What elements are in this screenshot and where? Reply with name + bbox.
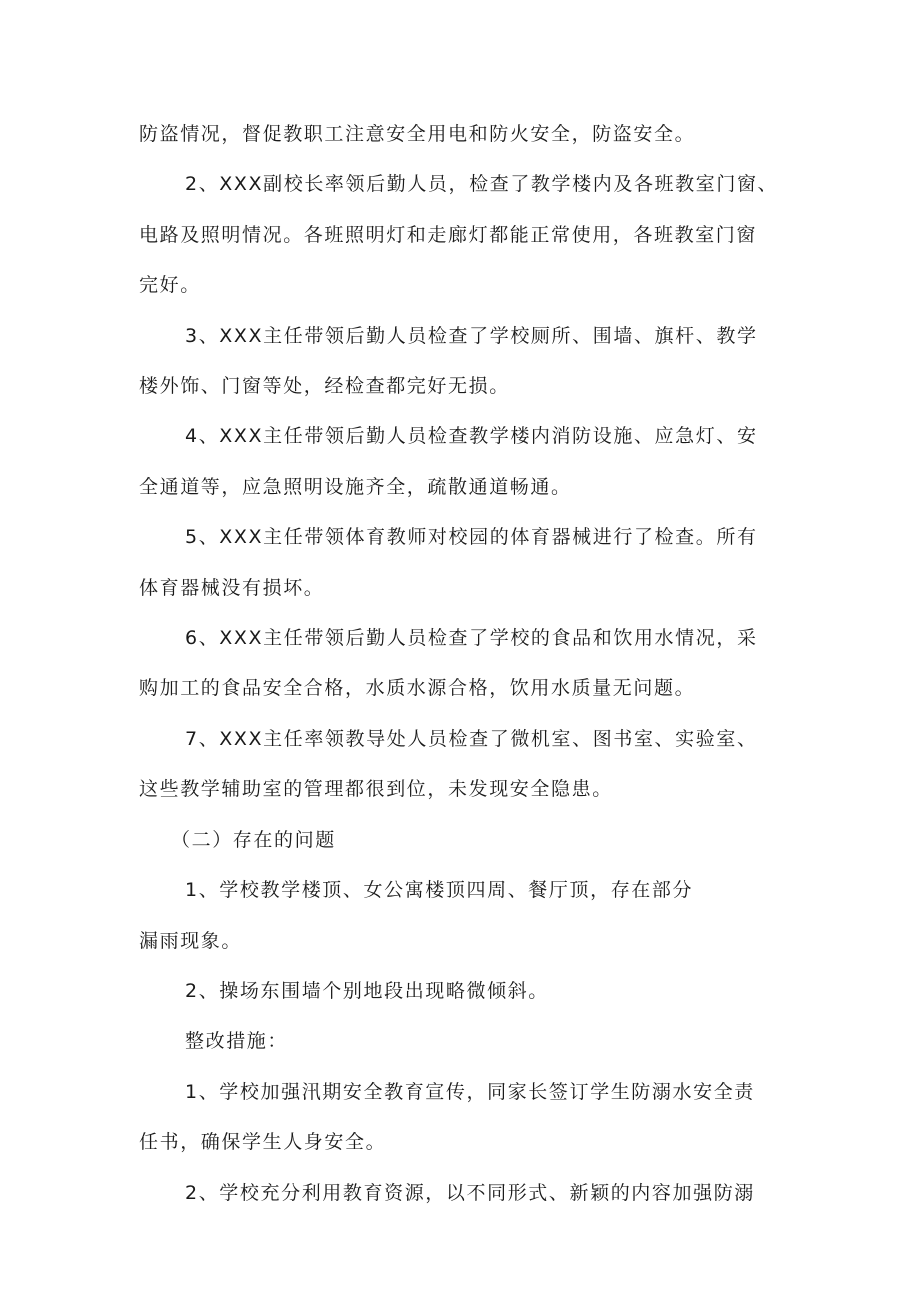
text-line: 2、学校充分利用教育资源，以不同形式、新颖的内容加强防溺: [185, 1181, 755, 1204]
text-line: 1、学校教学楼顶、女公寓楼顶四周、餐厅顶，存在部分: [185, 879, 694, 902]
text-line: 任书，确保学生人身安全。: [139, 1131, 387, 1154]
text-line: 这些教学辅助室的管理都很到位，未发现安全隐患。: [139, 778, 613, 801]
text-line: 整改措施：: [185, 1030, 289, 1053]
paragraph: [139, 412, 799, 512]
text-line: （二）存在的问题: [171, 828, 336, 851]
text-line: 2、XXX副校长率领后勤人员，检查了教学楼内及各班教室门窗、: [185, 173, 779, 196]
paragraph: [139, 1068, 799, 1168]
text-line: 7、XXX主任率领教导处人员检查了微机室、图书室、实验室、: [185, 727, 758, 750]
paragraph: [139, 513, 799, 613]
text-line: 5、XXX主任带领体育教师对校园的体育器械进行了检查。所有: [185, 526, 758, 549]
document-body: [139, 110, 799, 1219]
paragraph: [139, 312, 799, 412]
text-line: 1、学校加强汛期安全教育宣传，同家长签订学生防溺水安全责: [185, 1080, 755, 1103]
text-line: 2、操场东围墙个别地段出现略微倾斜。: [185, 979, 549, 1002]
paragraph: [139, 715, 799, 815]
text-line: 购加工的食品安全合格，水质水源合格，饮用水质量无问题。: [139, 677, 696, 700]
paragraph: [139, 967, 799, 1016]
text-line: 6、XXX主任带领后勤人员检查了学校的食品和饮用水情况，采: [185, 627, 758, 650]
paragraph: [139, 614, 799, 714]
paragraph: [139, 866, 799, 966]
section-heading: [139, 1017, 799, 1066]
paragraph: [139, 1169, 799, 1218]
paragraph: [139, 160, 799, 310]
text-line: 楼外饰、门窗等处，经检查都完好无损。: [139, 375, 510, 398]
paragraph: [139, 110, 799, 159]
text-line: 漏雨现象。: [139, 929, 243, 952]
text-line: 4、XXX主任带领后勤人员检查教学楼内消防设施、应急灯、安: [185, 425, 758, 448]
text-line: 3、XXX主任带领后勤人员检查了学校厕所、围墙、旗杆、教学: [185, 324, 758, 347]
text-line: 体育器械没有损坏。: [139, 576, 325, 599]
text-line: 电路及照明情况。各班照明灯和走廊灯都能正常使用，各班教室门窗: [139, 223, 758, 246]
text-line: 全通道等，应急照明设施齐全，疏散通道畅通。: [139, 475, 572, 498]
text-line: 完好。: [139, 274, 201, 297]
text-line: 防盗情况，督促教职工注意安全用电和防火安全，防盗安全。: [139, 123, 696, 145]
section-heading: [139, 816, 799, 865]
